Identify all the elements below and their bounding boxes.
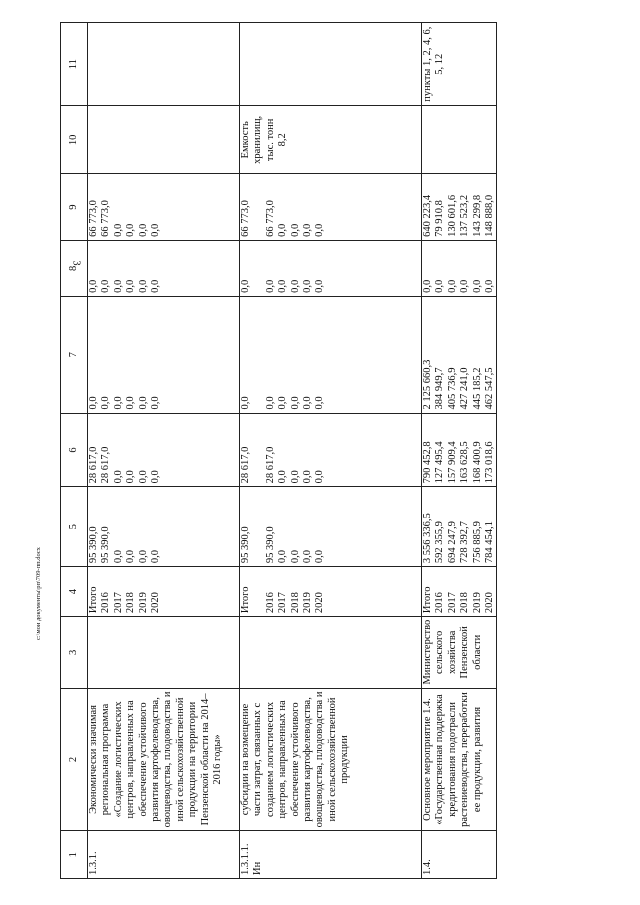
value-column <box>88 296 240 413</box>
value-cell: 0,0 <box>422 279 433 293</box>
year-cell: 2018 <box>289 592 301 614</box>
value-cell: 0,0 <box>434 279 446 293</box>
year-column <box>240 567 422 617</box>
year-column <box>422 567 497 617</box>
value-cell: 28 617,0 <box>240 446 251 484</box>
value-cell: 168 400,9 <box>471 441 483 484</box>
indicator-value: 8,2 <box>277 133 289 147</box>
header-cell: 6 <box>61 413 88 487</box>
year-cell: 2020 <box>483 592 495 614</box>
value-cell: 0,0 <box>277 549 289 564</box>
indicator-cell <box>422 106 497 174</box>
value-cell: 0,0 <box>112 470 124 484</box>
value-cell: 0,0 <box>277 279 289 293</box>
value-cell: 0,0 <box>137 279 149 293</box>
page-number: 3 <box>70 260 81 266</box>
indicator-cell <box>88 106 240 174</box>
value-cell: 0,0 <box>112 279 124 293</box>
header-row <box>61 23 88 879</box>
value-cell: 0,0 <box>289 470 301 484</box>
value-cell: 66 773,0 <box>240 200 251 237</box>
value-cell: 3 556 336,5 <box>422 513 433 564</box>
value-cell: 163 628,5 <box>459 441 471 484</box>
value-cell: 173 018,6 <box>483 441 495 484</box>
row-points <box>240 23 422 106</box>
value-cell: 66 773,0 <box>100 200 112 237</box>
table-row <box>240 23 422 879</box>
value-cell: 694 247,9 <box>446 521 458 564</box>
value-cell: 0,0 <box>264 396 276 410</box>
value-cell: 0,0 <box>112 223 124 237</box>
row-executor: Министерство сельского хозяйства Пензенской области <box>422 617 497 688</box>
value-column <box>240 240 422 296</box>
year-cell: Итого <box>422 586 433 614</box>
row-points: пункты 1, 2, 4, 6, 5, 12 <box>422 23 497 106</box>
value-cell: 0,0 <box>112 396 124 410</box>
value-column <box>240 413 422 487</box>
header-cell: 5 <box>61 487 88 567</box>
value-column <box>422 296 497 413</box>
year-cell: Итого <box>88 586 99 614</box>
year-cell: Итого <box>240 586 251 614</box>
year-cell: 2016 <box>100 592 112 614</box>
value-cell: 95 390,0 <box>264 526 276 564</box>
year-cell: 2016 <box>264 592 276 614</box>
value-cell: 640 223,4 <box>422 194 433 237</box>
value-cell: 0,0 <box>301 470 313 484</box>
value-column <box>422 413 497 487</box>
value-cell: 0,0 <box>125 223 137 237</box>
year-column <box>88 567 240 617</box>
value-cell: 0,0 <box>301 223 313 237</box>
value-cell: 0,0 <box>301 396 313 410</box>
value-column <box>240 487 422 567</box>
value-cell: 0,0 <box>137 396 149 410</box>
value-cell: 0,0 <box>277 396 289 410</box>
value-cell: 0,0 <box>446 279 458 293</box>
value-cell: 0,0 <box>314 470 326 484</box>
year-cell: 2016 <box>434 592 446 614</box>
row-name: субсидии на возмещение части затрат, связанных с созданием логистических центров, направленных на обеспечение устойчивого развития картофелеводства, овощеводства, плодоводства и иной сельскохозяйственной продукции <box>240 688 422 831</box>
value-cell: 0,0 <box>264 279 276 293</box>
header-cell: 11 <box>61 23 88 106</box>
value-column <box>88 413 240 487</box>
value-cell: 28 617,0 <box>100 446 112 484</box>
value-cell: 0,0 <box>149 279 161 293</box>
value-cell: 0,0 <box>149 470 161 484</box>
year-cell: 2018 <box>125 592 137 614</box>
row-name: Экономически значимая региональная программа «Создание логистических центров, направленных на обеспечение устойчивого развития картофелеводства, овощеводства, плодоводства и иной сельскохозяйственной продукции на территории Пензенской области на 2014–2016 годы» <box>88 688 240 831</box>
value-cell: 784 454,1 <box>483 521 495 564</box>
table-row <box>422 23 497 879</box>
row-points <box>88 23 240 106</box>
year-cell: 2017 <box>446 592 458 614</box>
value-cell: 0,0 <box>277 470 289 484</box>
value-cell: 130 601,6 <box>446 194 458 237</box>
value-cell: 0,0 <box>289 279 301 293</box>
value-cell: 143 299,8 <box>471 194 483 237</box>
value-column <box>240 174 422 241</box>
value-cell: 0,0 <box>125 396 137 410</box>
value-cell: 0,0 <box>314 223 326 237</box>
budget-table <box>60 22 497 879</box>
row-number: 1.3.1.1. Ин <box>240 831 422 879</box>
budget-table-sheet <box>60 22 583 879</box>
value-cell: 0,0 <box>289 549 301 564</box>
value-cell: 0,0 <box>137 470 149 484</box>
year-cell: 2018 <box>459 592 471 614</box>
value-cell: 0,0 <box>289 396 301 410</box>
value-cell: 384 949,7 <box>434 367 446 410</box>
value-column <box>240 296 422 413</box>
row-executor <box>240 617 422 688</box>
table-row <box>88 23 240 879</box>
value-cell: 790 452,8 <box>422 441 433 484</box>
value-cell: 0,0 <box>301 279 313 293</box>
header-cell: 3 <box>61 617 88 688</box>
header-cell: 1 <box>61 831 88 879</box>
value-cell: 0,0 <box>112 549 124 564</box>
value-cell: 2 125 660,3 <box>422 359 433 410</box>
value-cell: 0,0 <box>314 396 326 410</box>
value-cell: 28 617,0 <box>88 446 99 484</box>
row-number: 1.3.1. <box>88 831 240 879</box>
value-cell: 157 909,4 <box>446 441 458 484</box>
value-cell: 0,0 <box>125 470 137 484</box>
file-path-footer: c:\мои документы\рп\709-пп.docx <box>35 547 42 640</box>
value-cell: 127 495,4 <box>434 441 446 484</box>
indicator-cell <box>240 106 422 174</box>
value-cell: 0,0 <box>149 396 161 410</box>
header-cell: 7 <box>61 296 88 413</box>
value-cell: 0,0 <box>240 279 251 293</box>
value-cell: 95 390,0 <box>240 526 251 564</box>
value-cell: 0,0 <box>314 279 326 293</box>
value-cell: 0,0 <box>301 549 313 564</box>
year-cell: 2019 <box>471 592 483 614</box>
header-cell: 8 <box>61 240 88 296</box>
row-name: Основное мероприятие 1.4. «Государственная поддержка кредитования подотрасли растениеводства, переработки ее продукции, развития <box>422 688 497 831</box>
value-cell: 0,0 <box>100 396 112 410</box>
value-cell: 0,0 <box>289 223 301 237</box>
value-column <box>88 174 240 241</box>
year-cell: 2017 <box>277 592 289 614</box>
value-column <box>422 487 497 567</box>
value-cell: 137 523,2 <box>459 194 471 237</box>
header-cell: 2 <box>61 688 88 831</box>
value-cell: 66 773,0 <box>88 200 99 237</box>
value-cell: 756 885,9 <box>471 521 483 564</box>
value-cell: 0,0 <box>149 549 161 564</box>
indicator-label: Емкость хранилищ, тыс. тонн <box>240 115 276 164</box>
value-cell: 0,0 <box>277 223 289 237</box>
value-cell: 0,0 <box>100 279 112 293</box>
value-cell: 0,0 <box>314 549 326 564</box>
year-cell: 2019 <box>137 592 149 614</box>
year-cell: 2019 <box>301 592 313 614</box>
row-executor <box>88 617 240 688</box>
table-body <box>88 23 497 879</box>
value-cell: 0,0 <box>137 549 149 564</box>
value-cell: 0,0 <box>240 396 251 410</box>
value-column <box>88 487 240 567</box>
value-cell: 0,0 <box>137 223 149 237</box>
value-cell: 462 547,5 <box>483 367 495 410</box>
value-cell: 148 888,0 <box>483 194 495 237</box>
value-cell: 0,0 <box>459 279 471 293</box>
value-cell: 0,0 <box>125 549 137 564</box>
value-cell: 0,0 <box>88 396 99 410</box>
value-cell: 28 617,0 <box>264 446 276 484</box>
value-cell: 79 910,8 <box>434 200 446 237</box>
value-cell: 592 355,9 <box>434 521 446 564</box>
value-cell: 66 773,0 <box>264 200 276 237</box>
year-cell: 2020 <box>314 592 326 614</box>
value-cell: 0,0 <box>483 279 495 293</box>
year-cell: 2017 <box>112 592 124 614</box>
value-column <box>422 174 497 241</box>
value-cell: 728 392,7 <box>459 521 471 564</box>
value-cell: 427 241,0 <box>459 367 471 410</box>
header-cell: 9 <box>61 174 88 241</box>
value-cell: 0,0 <box>149 223 161 237</box>
header-cell: 4 <box>61 567 88 617</box>
value-cell: 0,0 <box>88 279 99 293</box>
value-column <box>422 240 497 296</box>
value-cell: 445 185,2 <box>471 367 483 410</box>
value-cell: 0,0 <box>471 279 483 293</box>
value-column <box>88 240 240 296</box>
value-cell: 95 390,0 <box>88 526 99 564</box>
value-cell: 95 390,0 <box>100 526 112 564</box>
value-cell: 0,0 <box>125 279 137 293</box>
value-cell: 405 736,9 <box>446 367 458 410</box>
year-cell: 2020 <box>149 592 161 614</box>
header-cell: 10 <box>61 106 88 174</box>
row-number: 1.4. <box>422 831 497 879</box>
